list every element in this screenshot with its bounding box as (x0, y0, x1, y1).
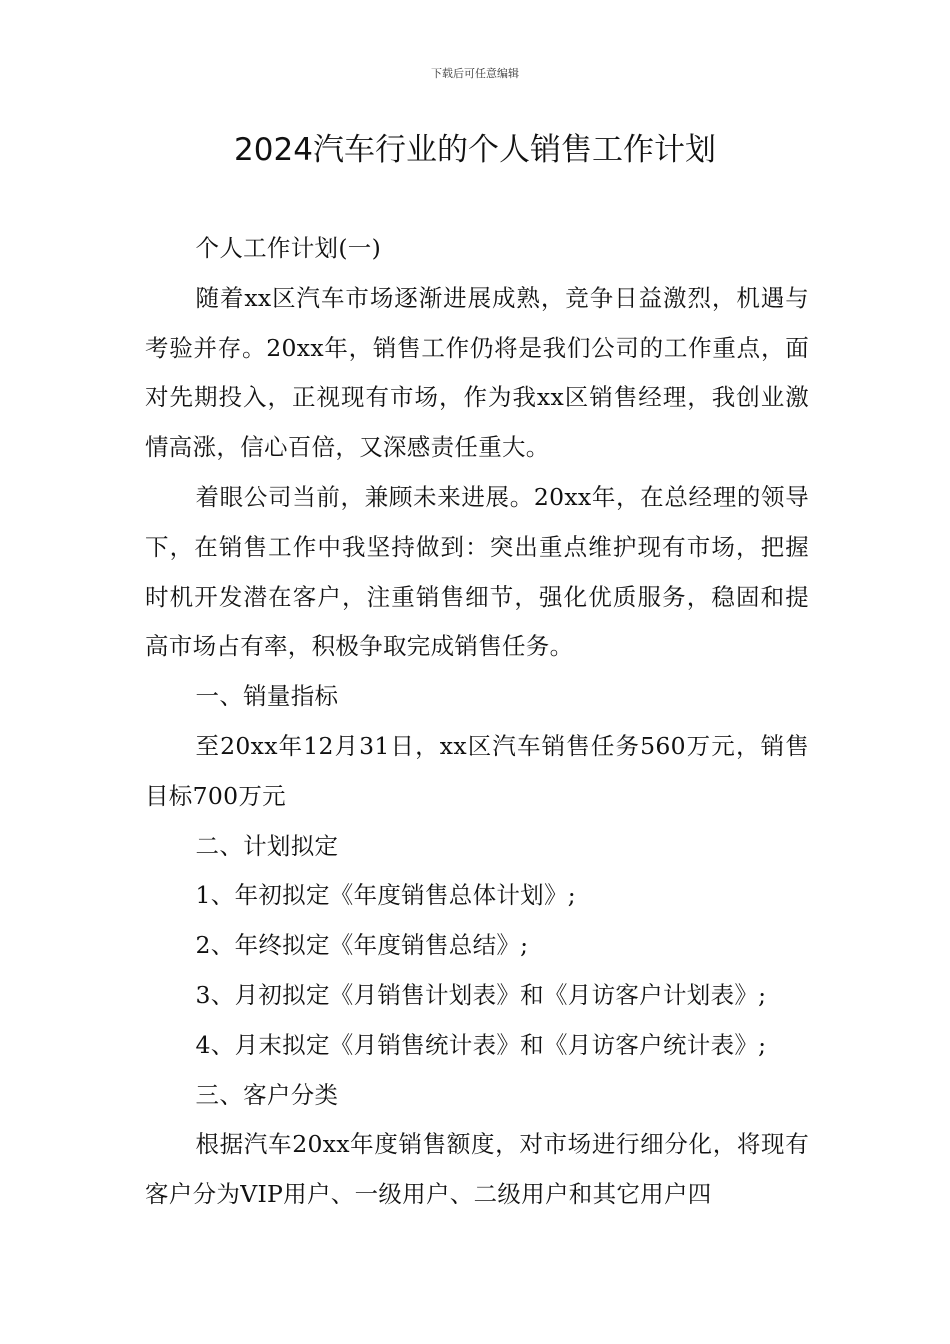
header-note: 下载后可任意编辑 (431, 67, 519, 80)
section-heading-sales-target: 一、销量指标 (195, 682, 339, 711)
document-title: 2024汽车行业的个人销售工作计划 (234, 132, 716, 168)
list-item-monthly-plan: 3、月初拟定《月销售计划表》和《月访客户计划表》; (195, 980, 767, 1009)
section-heading-plan-one: 个人工作计划(一) (195, 234, 382, 262)
document-body (145, 224, 809, 1220)
paragraph-sales-target: 至20xx年12月31日，xx区汽车销售任务560万元，销售目标700万元 (145, 731, 809, 810)
paragraph-work-focus: 着眼公司当前，兼顾未来进展。20xx年，在总经理的领导下，在销售工作中我坚持做到：突出重点维护现有市场，把握时机开发潜在客户，注重销售细节，强化优质服务，稳固和提高市场占有率，积极争取完成销售任务。 (145, 482, 809, 661)
paragraph-customer-classification: 根据汽车20xx年度销售额度，对市场进行细分化，将现有客户分为VIP用户、一级用户、二级用户和其它用户四 (145, 1130, 809, 1209)
list-item-annual-summary: 2、年终拟定《年度销售总结》; (195, 931, 529, 960)
list-item-monthly-stats: 4、月末拟定《月销售统计表》和《月访客户统计表》; (195, 1030, 767, 1059)
section-heading-plan-making: 二、计划拟定 (195, 831, 339, 860)
section-heading-customer-classification: 三、客户分类 (195, 1080, 339, 1109)
paragraph-market-intro: 随着xx区汽车市场逐渐进展成熟，竞争日益激烈，机遇与考验并存。20xx年，销售工作仍将是我们公司的工作重点，面对先期投入，正视现有市场，作为我xx区销售经理，我创业激情高涨，信心百倍，又深感责任重大。 (145, 283, 809, 462)
list-item-annual-plan: 1、年初拟定《年度销售总体计划》; (195, 881, 576, 910)
